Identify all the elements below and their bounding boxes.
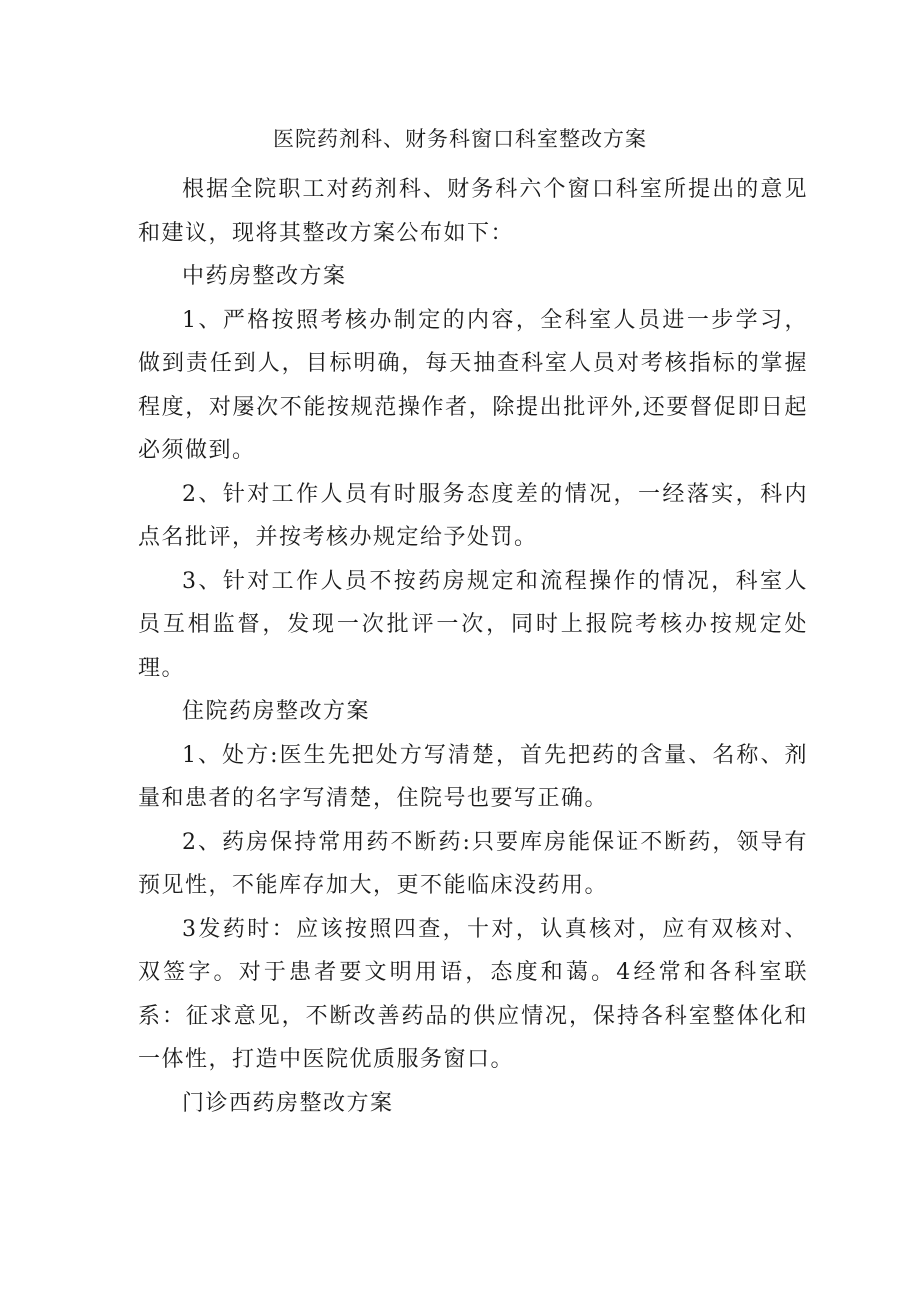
paragraph: 3、针对工作人员不按药房规定和流程操作的情况，科室人员互相监督，发现一次批评一次，同时上报院考核办按规定处理。	[138, 568, 808, 681]
paragraph: 3发药时：应该按照四查，十对，认真核对，应有双核对、双签字。对于患者要文明用语，态度和蔼。4经常和各科室联系：征求意见，不断改善药品的供应情况，保持各科室整体化和一体性，打造中医院优质服务窗口。	[138, 916, 808, 1072]
paragraph: 1、严格按照考核办制定的内容，全科室人员进一步学习，做到责任到人，目标明确，每天抽查科室人员对考核指标的掌握程度，对屡次不能按规范操作者，除提出批评外,还要督促即日起必须做到。	[138, 307, 808, 463]
paragraph: 2、药房保持常用药不断药:只要库房能保证不断药，领导有预见性，不能库存加大，更不能临床没药用。	[138, 829, 808, 898]
section-heading-inpatient-pharmacy: 住院药房整改方案	[182, 699, 371, 724]
section-heading-chinese-pharmacy: 中药房整改方案	[182, 264, 347, 289]
paragraph: 1、处方:医生先把处方写清楚，首先把药的含量、名称、剂量和患者的名字写清楚，住院号也要写正确。	[138, 742, 808, 811]
paragraph: 2、针对工作人员有时服务态度差的情况，一经落实，科内点名批评，并按考核办规定给予处罚。	[138, 481, 808, 550]
document-title: 医院药剂科、财务科窗口科室整改方案	[273, 127, 647, 151]
section-heading-outpatient-western-pharmacy: 门诊西药房整改方案	[182, 1090, 394, 1116]
intro-paragraph: 根据全院职工对药剂科、财务科六个窗口科室所提出的意见和建议，现将其整改方案公布如下：	[138, 177, 808, 246]
document-body	[138, 168, 808, 1125]
